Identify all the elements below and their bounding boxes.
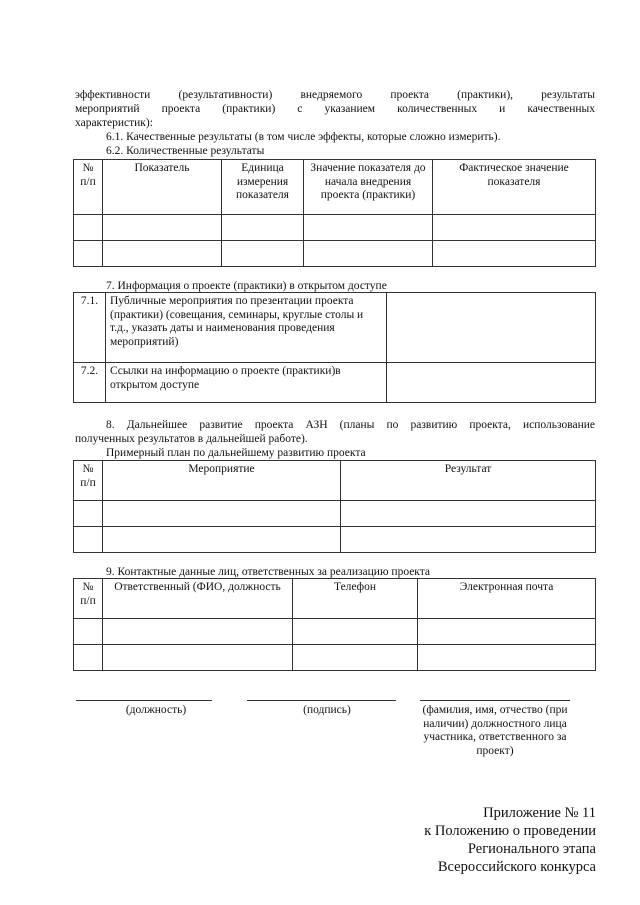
development-plan-heading: Примерный план по дальнейшему развитию проекта [106,447,366,459]
cell[interactable] [222,241,304,267]
cell[interactable] [433,215,596,241]
table-row [74,527,596,553]
public-info-table [73,292,596,403]
signature-line[interactable] [247,700,396,701]
cell[interactable] [103,501,341,527]
header-indicator: Показатель [103,160,222,215]
cell[interactable] [103,619,293,645]
table-row [74,363,596,403]
cell[interactable] [304,215,433,241]
appendix-line-4: Всероссийского конкурса [437,859,596,875]
header-email: Электронная почта [418,579,596,619]
position-line[interactable] [76,700,212,701]
development-plan-table [73,460,596,553]
cell[interactable] [74,501,103,527]
row-num: 7.1. [74,293,106,363]
header-responsible: Ответственный (ФИО, должность [103,579,293,619]
intro-line-1: эффективности (результативности) внедряемого проекта (практики), результаты [75,89,595,101]
table-row [74,215,596,241]
section-8-line-2: полученных результатов в дальнейшей работе). [75,433,308,445]
header-num: № п/п [74,160,103,215]
quantitative-results-heading: 6.2. Количественные результаты [106,145,265,157]
fullname-label: (фамилия, имя, отчество (при наличии) должностного лица участника, ответственного за проект) [422,704,568,757]
cell[interactable] [103,527,341,553]
appendix-block [424,804,596,876]
section-7-title: 7. Информация о проекте (практики) в открытом доступе [106,280,387,292]
header-baseline: Значение показателя до начала внедрения проекта (практики) [304,160,433,215]
header-actual: Фактическое значение показателя [433,160,596,215]
header-activity: Мероприятие [103,461,341,501]
quantitative-results-table [73,159,596,267]
header-num: № п/п [74,579,103,619]
row-text: Публичные мероприятия по презентации проекта (практики) (совещания, семинары, круглые столы и т.д., указать даты и наименования проведения мероприятий) [106,293,387,363]
appendix-line-3: Регионального этапа [467,841,596,857]
section-9-title: 9. Контактные данные лиц, ответственных за реализацию проекта [106,566,431,578]
fullname-line[interactable] [420,700,570,701]
cell[interactable] [103,215,222,241]
section-8-line-1: 8. Дальнейшее развитие проекта АЗН (планы по развитию проекта, использование [106,419,595,431]
cell[interactable] [293,645,418,671]
cell[interactable] [418,645,596,671]
appendix-number: Приложение № 11 [483,805,596,821]
cell[interactable] [103,645,293,671]
cell[interactable] [418,619,596,645]
cell[interactable] [74,241,103,267]
table-row [74,645,596,671]
cell[interactable] [387,293,596,363]
qualitative-results-heading: 6.1. Качественные результаты (в том числе эффекты, которые сложно измерить). [106,131,501,143]
cell[interactable] [103,241,222,267]
table-row [74,501,596,527]
appendix-line-2: к Положению о проведении [424,823,596,839]
row-text: Ссылки на информацию о проекте (практики)в открытом доступе [106,363,387,403]
header-num: № п/п [74,461,103,501]
table-row [74,293,596,363]
cell[interactable] [341,501,596,527]
cell[interactable] [341,527,596,553]
contacts-table [73,578,596,671]
intro-line-3: характеристик): [75,117,153,129]
intro-line-2: мероприятий проекта (практики) с указанием количественных и качественных [75,103,595,115]
cell[interactable] [387,363,596,403]
cell[interactable] [74,527,103,553]
header-unit: Единица измерения показателя [222,160,304,215]
cell[interactable] [293,619,418,645]
header-phone: Телефон [293,579,418,619]
cell[interactable] [74,215,103,241]
row-num: 7.2. [74,363,106,403]
header-result: Результат [341,461,596,501]
cell[interactable] [304,241,433,267]
cell[interactable] [74,619,103,645]
table-row [74,619,596,645]
table-row [74,241,596,267]
position-label: (должность) [125,704,187,716]
cell[interactable] [74,645,103,671]
cell[interactable] [433,241,596,267]
signature-label: (подпись) [303,704,351,716]
cell[interactable] [222,215,304,241]
